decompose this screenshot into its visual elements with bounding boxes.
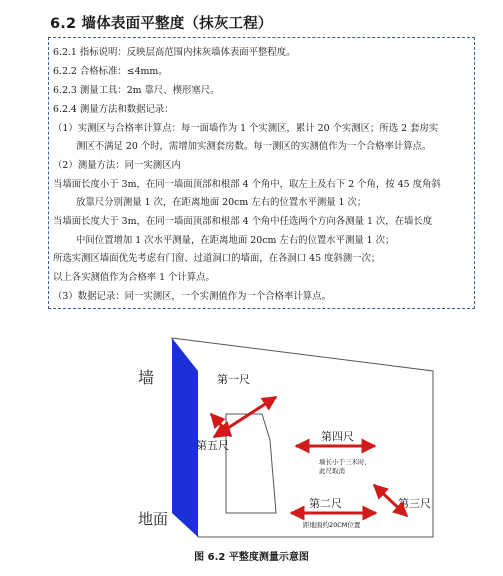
label-ruler-4: 第四尺 — [321, 430, 354, 443]
text-line-14: （3）数据记录：同一实测区，一个实测值作为一个合格率计算点。 — [53, 291, 331, 302]
text-line-8: 当墙面长度小于 3m，在同一墙面顶部和根部 4 个角中，取左上及右下 2 个角，按 45 度角斜 — [53, 179, 441, 190]
text-line-11: 中间位置增加 1 次水平测量，在距离地面 20cm 左右的位置水平测量 1 次； — [76, 235, 395, 246]
wall-face — [172, 338, 433, 537]
figure-caption: 图 6.2 平整度测量示意图 — [194, 552, 309, 563]
text-line-10: 当墙面长度大于 3m，在同一墙面顶部和根部 4 个角中任选两个方向各测量 1 次，在墙长度 — [53, 216, 433, 227]
label-ruler-2: 第二尺 — [309, 497, 342, 510]
text-line-4: 6.2.4 测量方法和数据记录： — [53, 104, 174, 115]
text-line-7: （2）测量方法：同一实测区内 — [53, 160, 181, 171]
section-title: 6.2 墙体表面平整度（抹灰工程） — [50, 16, 273, 32]
text-line-9: 放靠尺分别测量 1 次，在距离地面 20cm 左右的位置水平测量 1 次； — [76, 197, 367, 208]
text-line-1: 6.2.1 指标说明：反映层高范围内抹灰墙体表面平整程度。 — [53, 47, 296, 58]
wall-edge — [172, 338, 198, 537]
text-line-6: 测区不满足 20 个时，需增加实测套房数。每一测区的实测值作为一个合格率计算点。 — [76, 141, 432, 152]
text-line-3: 6.2.3 测量工具：2m 靠尺、楔形塞尺。 — [53, 85, 220, 96]
note-height: 距地面约20CM位置 — [303, 521, 361, 529]
label-ground: 地面 — [138, 510, 169, 528]
label-ruler-3: 第三尺 — [398, 497, 431, 510]
label-ruler-5: 第五尺 — [196, 439, 229, 452]
label-wall: 墙 — [138, 368, 155, 387]
note-short-wall-1: 墙长小于三米时， — [319, 458, 371, 466]
text-line-12: 所选实测区墙面优先考虑有门窗、过道洞口的墙面，在各洞口 45 度斜测一次； — [53, 253, 381, 264]
label-ruler-1: 第一尺 — [217, 373, 250, 386]
text-line-13: 以上各实测值作为合格率 1 个计算点。 — [53, 272, 215, 283]
text-line-2: 6.2.2 合格标准：≤4mm。 — [53, 66, 168, 77]
note-short-wall-2: 此尺取消 — [319, 467, 345, 475]
text-line-5: （1）实测区与合格率计算点：每一面墙作为 1 个实测区，累计 20 个实测区；所选 2 套房实 — [53, 123, 439, 134]
